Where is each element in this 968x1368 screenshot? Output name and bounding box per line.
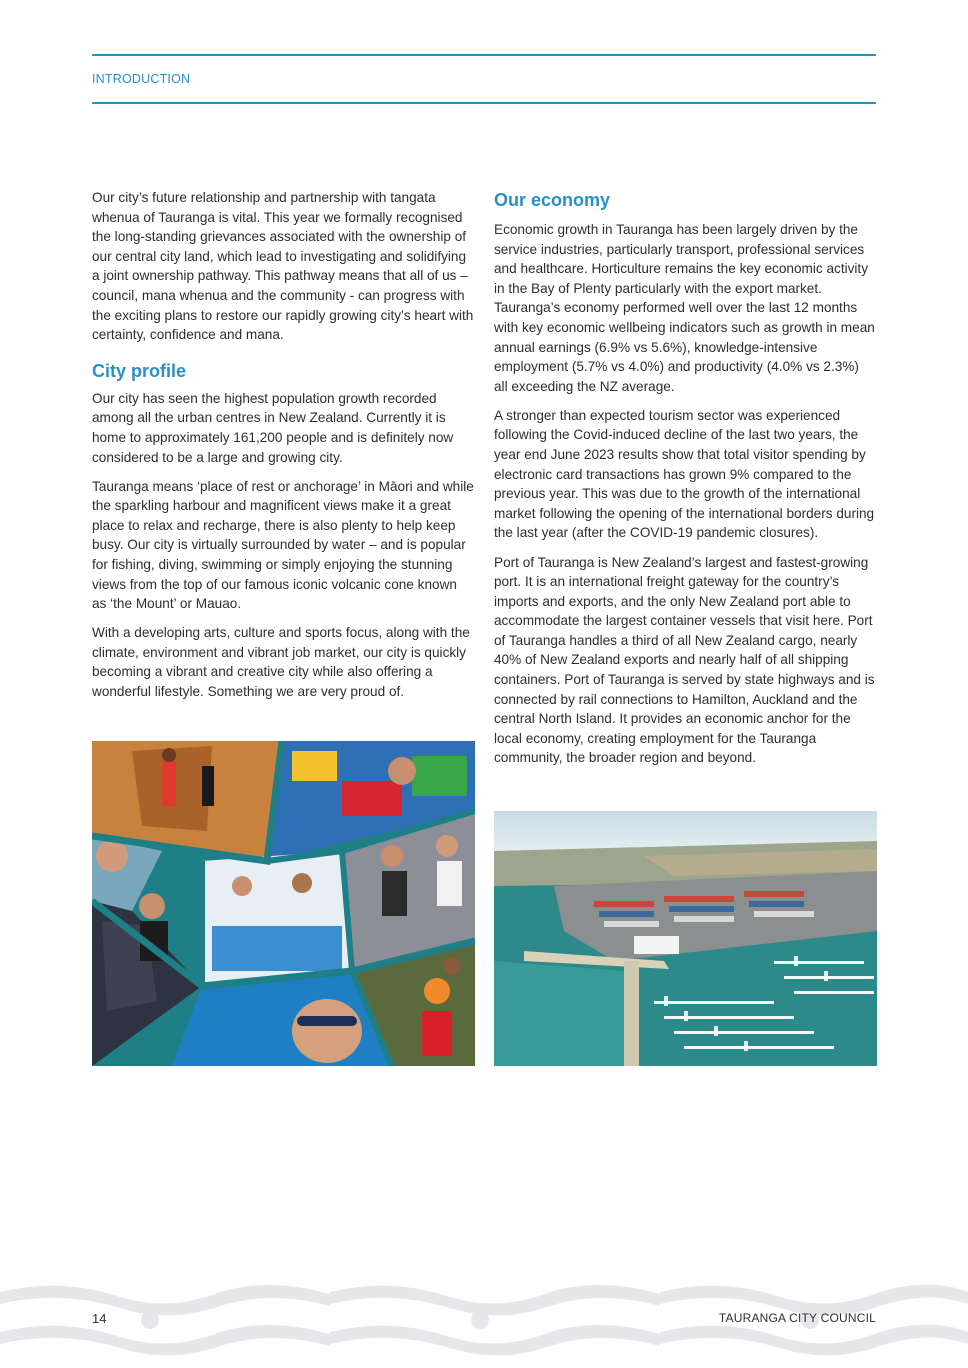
page-number: 14 — [92, 1311, 107, 1326]
port-aerial-photo — [494, 811, 877, 1066]
community-collage-photo — [92, 741, 475, 1066]
our-economy-heading: Our economy — [494, 190, 611, 210]
city-profile-heading: City profile — [92, 360, 187, 381]
left-column — [92, 188, 474, 711]
economy-paragraph-2: A stronger than expected tourism sector was experienced following the Covid-induced decline of the last two years, the year end June 2023 results show that total visitor spending by electronic card transactions has grown 9% compared to the previous year. This was due to the growth of the international market following the opening of the international borders during the last year (after the COVID-19 pandemic closures). — [494, 407, 875, 541]
economy-paragraph-1: Economic growth in Tauranga has been largely driven by the service industries, particularly transport, professional services and healthcare. Horticulture remains the key economic activity in the Bay of Plenty particularly with the export market. Tauranga’s economy performed well over the last 12 months with key economic wellbeing indicators such as growth in mean annual earnings (6.9% vs 5.6%), knowledge-intensive employment (5.7% vs 4.0%) and productivity (4.0% vs 2.3%) all exceeding the NZ average. — [494, 222, 875, 394]
city-profile-paragraph-3: With a developing arts, culture and sports focus, along with the climate, environment and vibrant job market, our city is quickly becoming a vibrant and creative city while also offering a wonderful lifestyle. Something we are very proud of. — [92, 625, 470, 700]
economy-paragraph-3: Port of Tauranga is New Zealand’s largest and fastest-growing port. It is an international freight gateway for the country’s imports and exports, and the only New Zealand port able to accommodate the largest container vessels that visit here. Port of Tauranga handles a third of all New Zealand cargo, nearly 40% of New Zealand exports and nearly half of all shipping containers. Port of Tauranga is served by state highways and is connected by rail connections to Hamilton, Auckland and the central North Island. It provides an economic anchor for the local economy, creating employment for the Tauranga community, the broader region and beyond. — [494, 554, 875, 766]
header-rule-bottom — [92, 102, 876, 104]
city-profile-paragraph-1: Our city has seen the highest population growth recorded among all the urban centres in New Zealand. Currently it is home to approximately 161,200 people and is definitely now considered to be a large and growing city. — [92, 390, 454, 465]
header-rule-top — [92, 54, 876, 56]
right-column — [494, 186, 876, 778]
section-label: INTRODUCTION — [92, 72, 191, 86]
organisation-name: TAURANGA CITY COUNCIL — [718, 1311, 876, 1325]
city-profile-paragraph-2: Tauranga means ‘place of rest or anchorage’ in Māori and while the sparkling harbour and magnificent views make it a great place to relax and recharge, there is also plenty to help keep busy. Our city is virtually surrounded by water – and is popular for fishing, diving, swimming or simply enjoying the stunning views from the top of our famous iconic volcanic cone known as ‘the Mount’ or Mauao. — [92, 478, 474, 612]
intro-paragraph: Our city’s future relationship and partnership with tangata whenua of Tauranga is vital. This year we formally recognised the long-standing grievances associated with the ownership of our central city land, which lead to investigating and solidifying a joint ownership pathway. This pathway means that all of us – council, mana whenua and the community - can progress with the exciting plans to restore our rapidly growing city’s heart with certainty, confidence and mana. — [92, 190, 474, 343]
